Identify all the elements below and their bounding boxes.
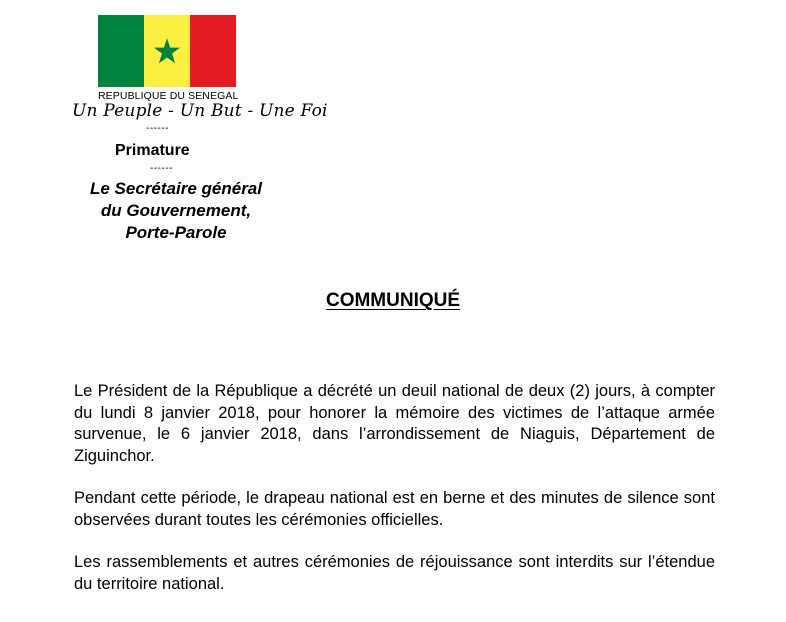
flag-green-band <box>98 15 144 87</box>
signatory-line: Le Secrétaire général <box>90 179 262 198</box>
signatory-line: Porte-Parole <box>125 223 227 242</box>
document-title: COMMUNIQUÉ <box>325 290 461 311</box>
flag-yellow-band <box>144 15 190 87</box>
separator: ------ <box>150 163 173 174</box>
republic-name: REPUBLIQUE DU SENEGAL <box>98 90 239 102</box>
signatory-block <box>66 178 286 244</box>
body-paragraph: Pendant cette période, le drapeau national est en berne et des minutes de silence sont observées durant toutes les cérémonies officielles. <box>74 489 715 529</box>
national-motto: Un Peuple - Un But - Une Foi <box>72 101 328 121</box>
body-paragraph: Le Président de la République a décrété un deuil national de deux (2) jours, à compter du lundi 8 janvier 2018, pour honorer la mémoire des victimes de l’attaque armée survenue, le 6 janvier 2018, dans l’arrondissement de Niaguis, Département de Ziguinchor. <box>74 382 715 465</box>
star-icon <box>153 37 181 65</box>
body-paragraph: Les rassemblements et autres cérémonies de réjouissance sont interdits sur l’étendue du territoire national. <box>74 553 715 593</box>
signatory-line: du Gouvernement, <box>100 201 252 220</box>
flag-red-band <box>190 15 236 87</box>
separator: ------ <box>146 123 169 134</box>
senegal-flag <box>98 15 236 87</box>
document-body <box>74 381 715 616</box>
office-name: Primature <box>115 142 190 159</box>
